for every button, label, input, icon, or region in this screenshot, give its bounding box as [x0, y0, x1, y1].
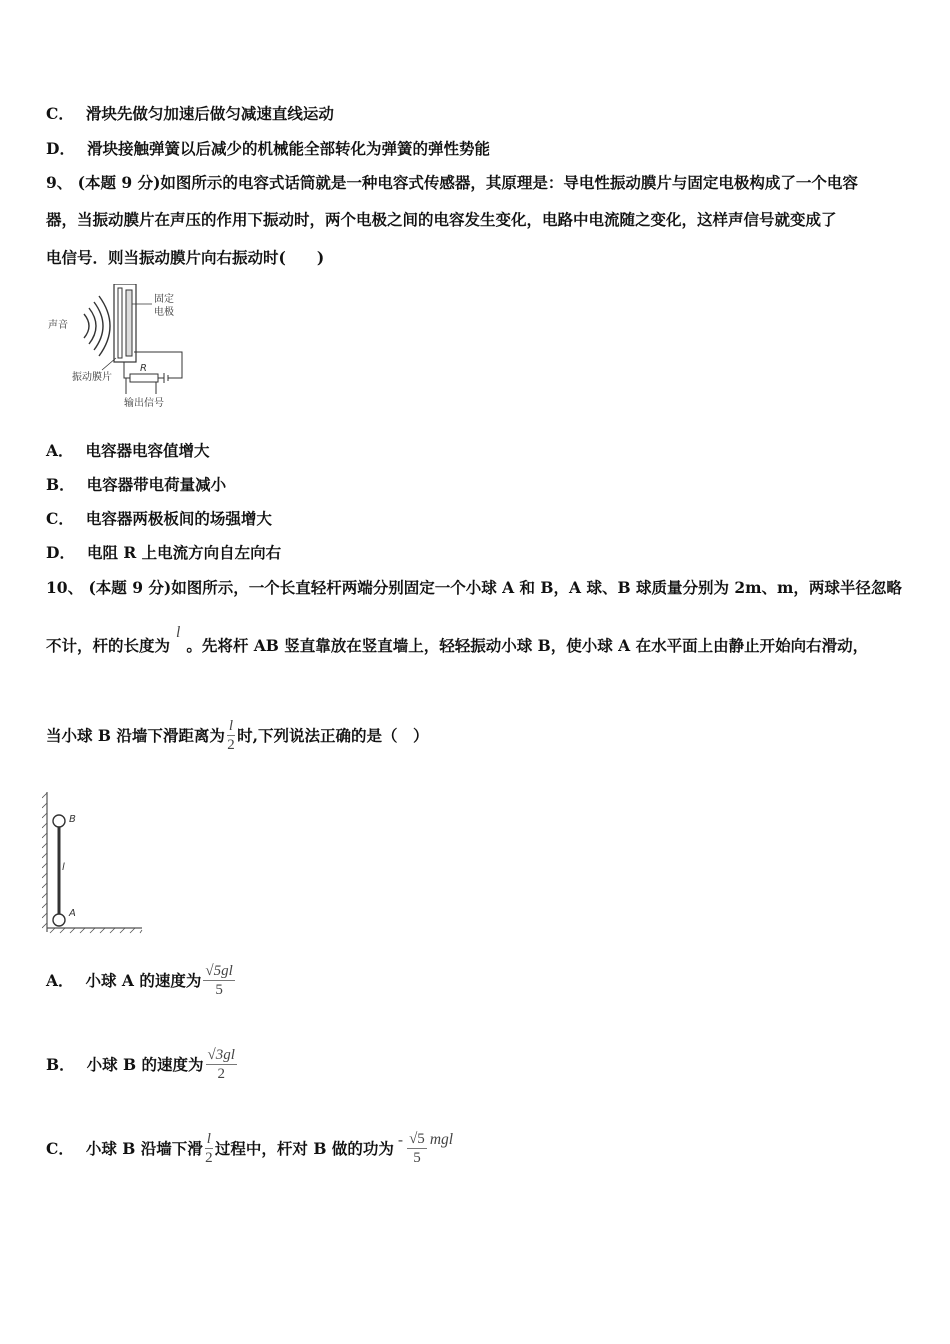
q10-option-b: B． 小球 B 的速度为 $\frac{√3gl}{2}$ — [46, 1046, 235, 1082]
floor-hatching — [47, 928, 142, 933]
membrane-plate — [118, 288, 122, 358]
circuit-wires — [124, 352, 182, 394]
q9-option-c: C． 电容器两极板间的场强增大 — [46, 509, 272, 528]
fraction-l-over-2: $\frac{l}{2}$ — [227, 717, 235, 753]
wall-hatching — [42, 792, 47, 932]
q9-stem-line2: 器，当振动膜片在声压的作用下振动时，两个电极之间的电容发生变化，电路中电流随之变化，这样声信号就变成了 — [46, 210, 837, 229]
q9-stem-line3: 电信号．则当振动膜片向右振动时( ) — [46, 248, 325, 267]
mgl-term: mgl — [429, 1131, 454, 1148]
fixed-electrode-label-1: 固定 — [154, 294, 174, 305]
ball-a — [53, 914, 65, 926]
q8-option-d: D． 滑块接触弹簧以后减少的机械能全部转化为弹簧的弹性势能 — [46, 139, 490, 158]
q10-stem-line2: 不计，杆的长度为l。先将杆 AB 竖直靠放在竖直墙上，轻轻振动小球 B，使小球 A 在水平面上由静止开始向右滑动， — [46, 624, 869, 655]
rod-length-label: l — [62, 862, 65, 873]
ball-a-label: A — [69, 908, 76, 919]
resistor — [130, 374, 158, 382]
negative-sign: - — [397, 1131, 404, 1149]
q8-option-c: C． 滑块先做匀加速后做匀减速直线运动 — [46, 104, 334, 123]
membrane-label: 振动膜片 — [72, 372, 112, 383]
fixed-electrode-plate — [126, 290, 132, 356]
q10-option-c: C． 小球 B 沿墙下滑 $\frac{l}{2}$ 过程中，杆对 B 做的功为 - $\frac{√5}{5}$ mgl — [46, 1130, 454, 1166]
membrane-pointer — [102, 358, 116, 370]
sound-label: 声音 — [48, 320, 68, 331]
capacitor-microphone-figure — [44, 284, 204, 412]
q9-option-d: D． 电阻 R 上电流方向自左向右 — [46, 543, 282, 562]
rod-length-variable: l — [176, 624, 181, 641]
speed-a-fraction: $\frac{√5gl}{5}$ — [205, 962, 233, 998]
q9-stem-line1: 9、 (本题 9 分)如图所示的电容式话筒就是一种电容式传感器，其原理是：导电性振动膜片与固定电极构成了一个电容 — [46, 173, 858, 192]
fixed-electrode-label-2: 电极 — [154, 307, 174, 318]
q10-option-a: A． 小球 A 的速度为 $\frac{√5gl}{5}$ — [46, 962, 233, 998]
ball-b — [53, 815, 65, 827]
sound-wave-icon — [84, 296, 110, 356]
microphone-housing — [114, 284, 136, 362]
q10-stem-line3: 当小球 B 沿墙下滑距离为 $\frac{l}{2}$ 时,下列说法正确的是（ ） — [46, 717, 429, 753]
work-fraction: $\frac{√5}{5}$ — [409, 1130, 425, 1166]
rod-wall-figure — [42, 790, 152, 940]
output-signal-label: 输出信号 — [124, 398, 164, 409]
q9-option-a: A． 电容器电容值增大 — [46, 441, 210, 460]
resistor-label: R — [140, 363, 147, 374]
slide-distance-fraction: $\frac{l}{2}$ — [205, 1130, 213, 1166]
q10-stem-line1: 10、 (本题 9 分)如图所示，一个长直轻杆两端分别固定一个小球 A 和 B，A 球、B 球质量分别为 2m、m，两球半径忽略 — [46, 578, 902, 597]
speed-b-fraction: $\frac{√3gl}{2}$ — [207, 1046, 235, 1082]
ball-b-label: B — [69, 814, 76, 825]
q9-option-b: B． 电容器带电荷量减小 — [46, 475, 227, 494]
